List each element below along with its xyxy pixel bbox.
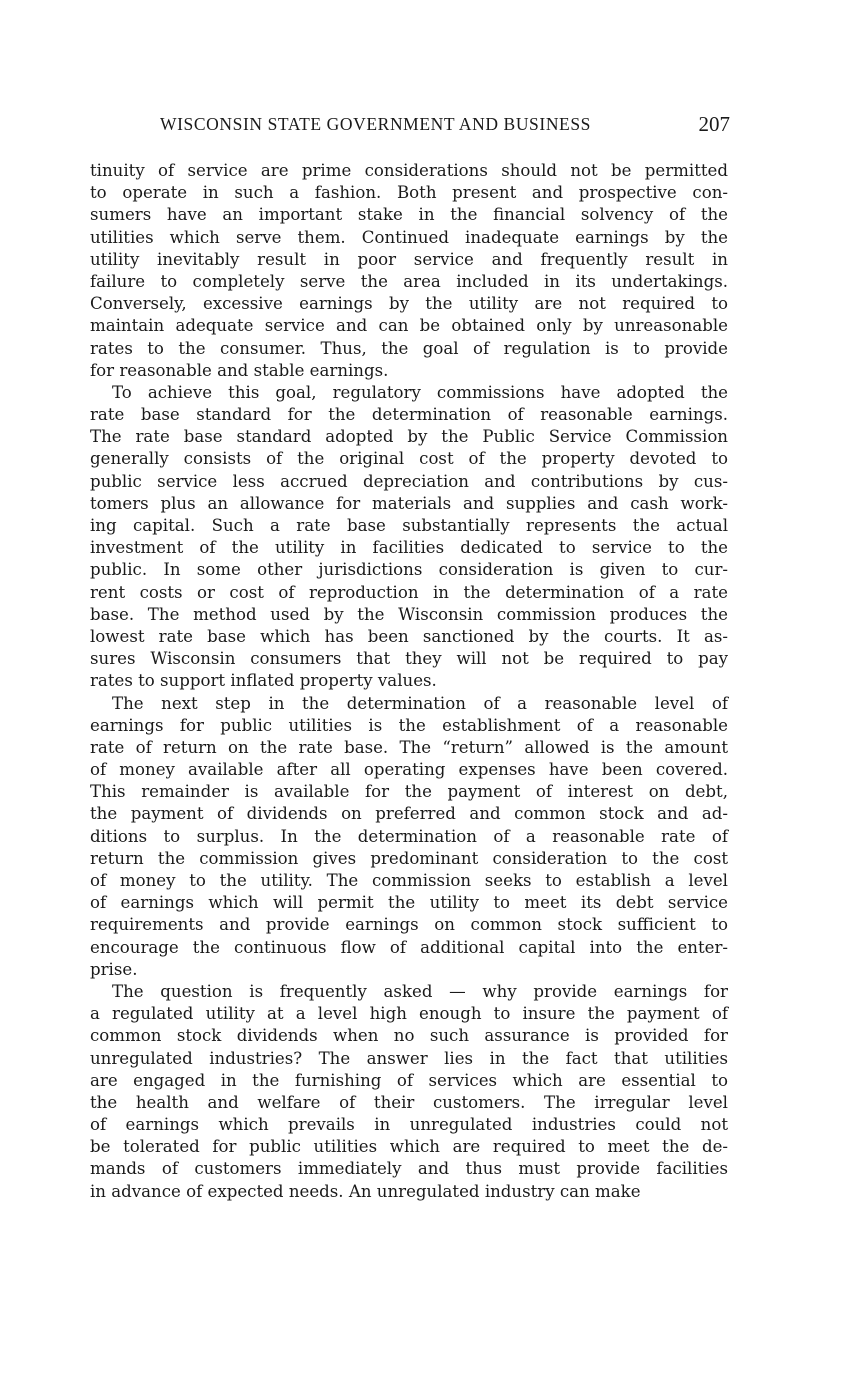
text-line: This remainder is available for the payment of interest on debt, <box>90 782 728 802</box>
text-line: tinuity of service are prime considerations should not be permitted <box>90 161 728 180</box>
text-line: ditions to surplus. In the determination of a reasonable rate of <box>90 826 728 846</box>
text-line: rate of return on the rate base. The “return” allowed is the amount <box>90 737 728 757</box>
text-line: mands of customers immediately and thus must provide facilities <box>90 1159 728 1179</box>
text-line: the health and welfare of their customers. The irregular level <box>90 1092 728 1112</box>
paragraph <box>90 981 728 1203</box>
paragraph <box>90 693 728 981</box>
text-line: the payment of dividends on preferred and common stock and ad- <box>90 804 728 824</box>
text-line: investment of the utility in facilities dedicated to service to the <box>90 538 728 558</box>
body-text <box>90 160 728 1203</box>
text-line: of money available after all operating expenses have been covered. <box>90 760 728 780</box>
text-line: sumers have an important stake in the financial solvency of the <box>90 205 728 225</box>
running-head <box>160 112 730 140</box>
text-line: rate base standard for the determination of reasonable earnings. <box>90 405 728 425</box>
text-line: of earnings which will permit the utility to meet its debt service <box>90 893 728 913</box>
text-line: rates to the consumer. Thus, the goal of regulation is to provide <box>90 338 728 358</box>
text-line: maintain adequate service and can be obtained only by unreasonable <box>90 316 728 336</box>
text-line: lowest rate base which has been sanctioned by the courts. It as- <box>90 626 728 646</box>
text-line: tomers plus an allowance for materials and supplies and cash work- <box>90 493 728 513</box>
text-line: requirements and provide earnings on common stock sufficient to <box>90 915 728 935</box>
text-line: a regulated utility at a level high enough to insure the payment of <box>90 1004 728 1024</box>
text-line: public service less accrued depreciation and contributions by cus- <box>90 471 728 491</box>
paragraph <box>90 382 728 693</box>
text-line: rates to support inflated property values. <box>90 671 437 691</box>
text-line: The question is frequently asked — why provide earnings for <box>112 981 728 1001</box>
text-line: common stock dividends when no such assurance is provided for <box>90 1026 728 1046</box>
text-line: be tolerated for public utilities which are required to meet the de- <box>90 1137 728 1157</box>
text-line: To achieve this goal, regulatory commissions have adopted the <box>112 382 728 402</box>
text-line: Conversely, excessive earnings by the utility are not required to <box>90 294 728 314</box>
text-line: prise. <box>90 959 138 979</box>
text-line: The next step in the determination of a reasonable level of <box>112 693 728 713</box>
text-line: sures Wisconsin consumers that they will not be required to pay <box>90 649 728 669</box>
text-line: to operate in such a fashion. Both present and prospective con- <box>90 183 728 203</box>
running-title: WISCONSIN STATE GOVERNMENT AND BUSINESS <box>160 114 592 134</box>
text-line: public. In some other jurisdictions consideration is given to cur- <box>90 560 728 580</box>
text-line: in advance of expected needs. An unregulated industry can make <box>90 1181 641 1201</box>
text-line: for reasonable and stable earnings. <box>90 360 389 380</box>
text-line: earnings for public utilities is the establishment of a reasonable <box>90 715 728 735</box>
text-line: failure to completely serve the area included in its undertakings. <box>90 271 728 291</box>
text-line: of money to the utility. The commission seeks to establish a level <box>90 871 728 890</box>
text-line: ing capital. Such a rate base substantially represents the actual <box>90 516 728 535</box>
text-line: utility inevitably result in poor service and frequently result in <box>90 249 728 269</box>
text-line: base. The method used by the Wisconsin commission produces the <box>90 604 728 624</box>
text-line: rent costs or cost of reproduction in the determination of a rate <box>90 582 728 602</box>
text-line: are engaged in the furnishing of services which are essential to <box>90 1070 728 1090</box>
paragraph <box>90 160 728 382</box>
page-number: 207 <box>698 112 730 136</box>
text-line: generally consists of the original cost of the property devoted to <box>90 449 728 469</box>
text-line: utilities which serve them. Continued inadequate earnings by the <box>90 227 728 247</box>
text-line: of earnings which prevails in unregulated industries could not <box>90 1115 728 1135</box>
text-line: The rate base standard adopted by the Public Service Commission <box>90 427 728 447</box>
text-line: unregulated industries? The answer lies in the fact that utilities <box>90 1048 728 1068</box>
text-line: encourage the continuous flow of additional capital into the enter- <box>90 937 728 957</box>
text-line: return the commission gives predominant consideration to the cost <box>90 848 728 868</box>
